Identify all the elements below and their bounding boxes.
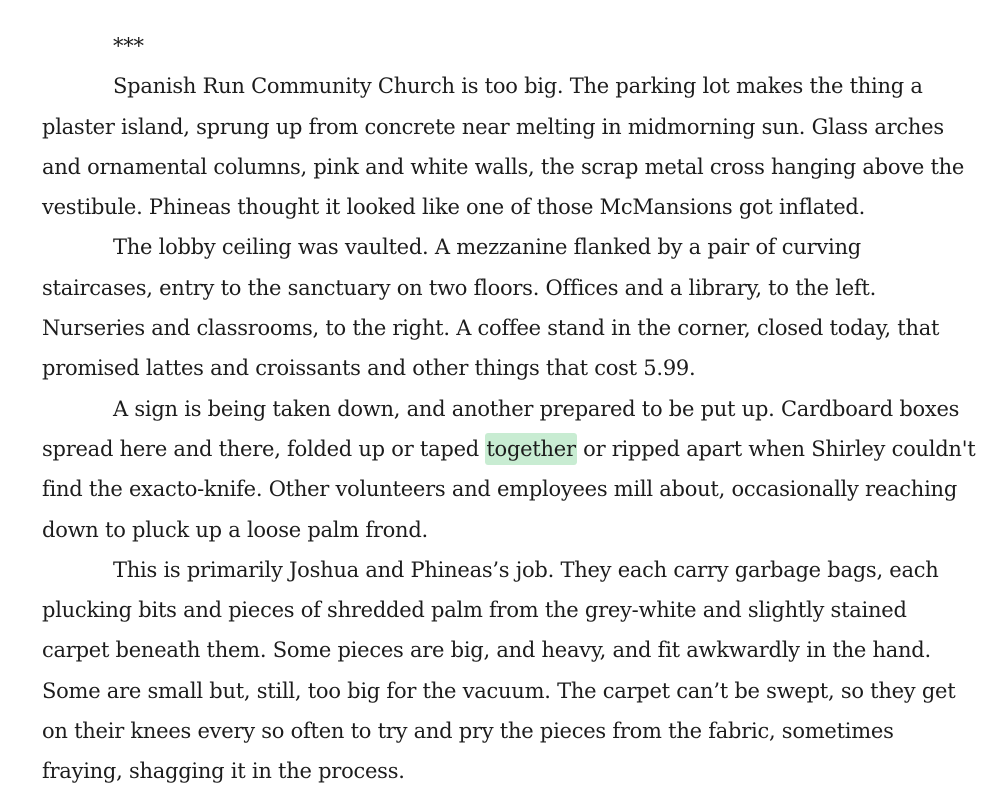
text-line: carpet beneath them. Some pieces are big, and heavy, and fit awkwardly in the hand. (42, 638, 931, 663)
text-line: plucking bits and pieces of shredded palm from the grey-white and slightly stained (42, 598, 907, 623)
text-line: find the exacto-knife. Other volunteers and employees mill about, occasionally reaching (42, 477, 958, 502)
text-line: on their knees every so often to try and pry the pieces from the fabric, sometimes (42, 719, 894, 744)
text-line: vestibule. Phineas thought it looked like one of those McMansions got inflated. (42, 195, 866, 220)
text-segment: spread here and there, folded up or taped (42, 436, 486, 461)
paragraph-2 (42, 227, 972, 388)
paragraph-1 (42, 66, 972, 227)
text-line: staircases, entry to the sanctuary on two floors. Offices and a library, to the left. (42, 275, 877, 300)
text-line: and ornamental columns, pink and white walls, the scrap metal cross hanging above the (42, 154, 965, 179)
text-line-with-highlight (42, 429, 976, 469)
highlighted-word[interactable]: together (485, 433, 576, 465)
text-line: down to pluck up a loose palm frond. (42, 517, 428, 542)
text-line: Nurseries and classrooms, to the right. A coffee stand in the corner, closed today, that (42, 316, 940, 341)
section-separator: *** (113, 34, 144, 58)
text-line: Spanish Run Community Church is too big. The parking lot makes the thing a (113, 74, 923, 99)
document-page (42, 26, 976, 792)
text-line: The lobby ceiling was vaulted. A mezzanine flanked by a pair of curving (113, 235, 861, 260)
text-segment: or ripped apart when Shirley couldn't (576, 436, 976, 461)
paragraph-3 (42, 389, 976, 550)
paragraph-4 (42, 550, 972, 792)
text-line: Some are small but, still, too big for the vacuum. The carpet can’t be swept, so they get (42, 678, 956, 703)
text-line: promised lattes and croissants and other things that cost 5.99. (42, 356, 696, 381)
text-line: A sign is being taken down, and another prepared to be put up. Cardboard boxes (113, 396, 960, 421)
text-line: plaster island, sprung up from concrete near melting in midmorning sun. Glass arches (42, 114, 944, 139)
text-line: This is primarily Joshua and Phineas’s job. They each carry garbage bags, each (113, 557, 939, 582)
text-line: fraying, shagging it in the process. (42, 759, 405, 784)
